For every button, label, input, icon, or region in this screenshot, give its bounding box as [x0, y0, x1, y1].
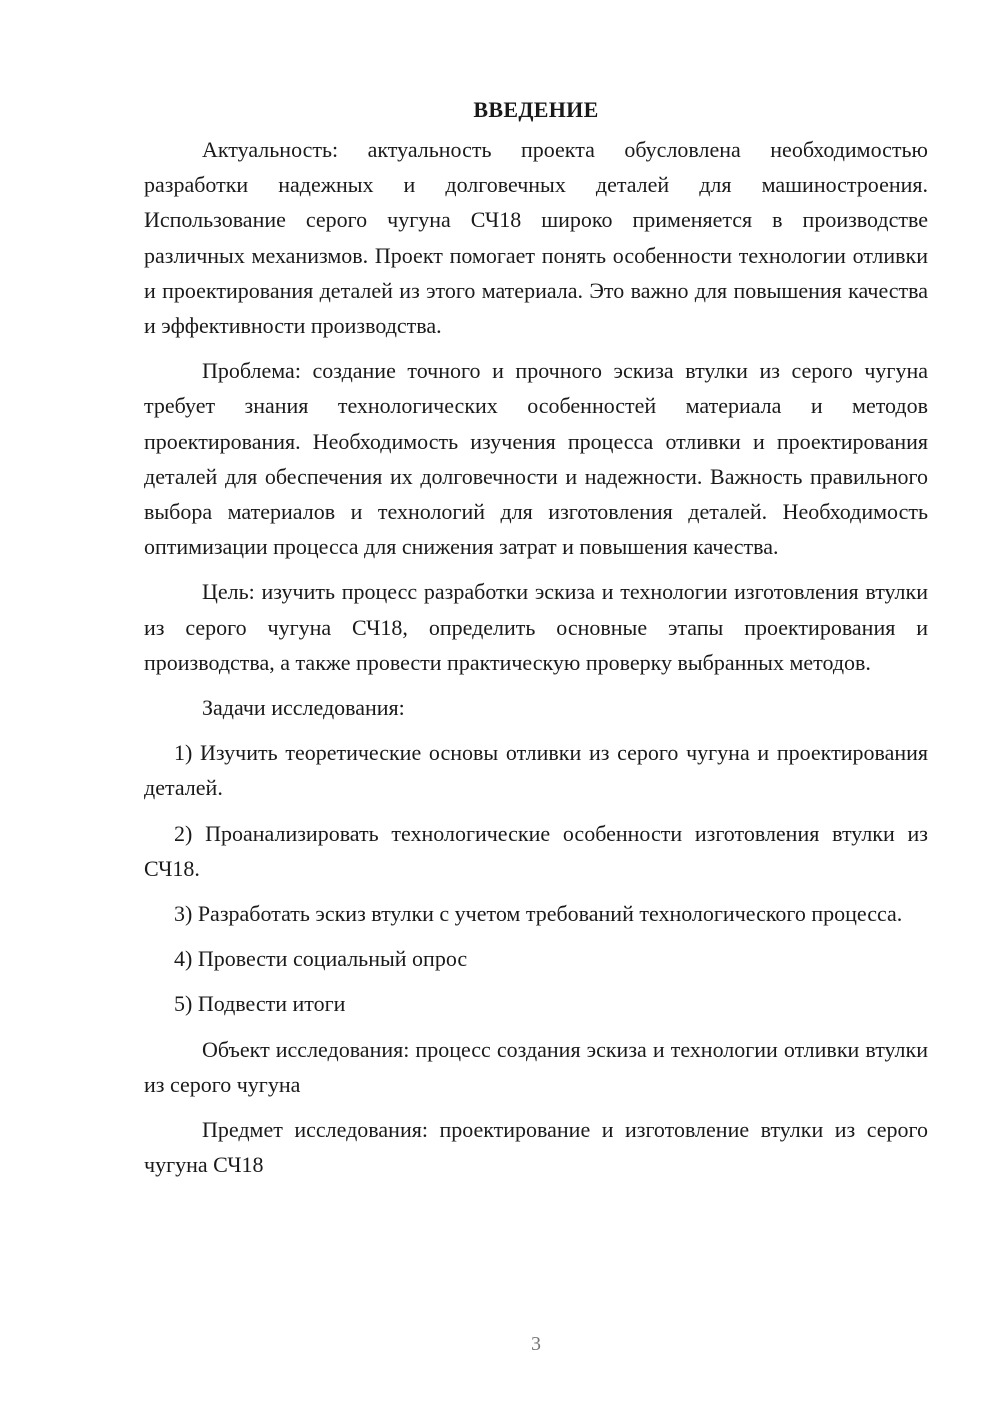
task-item-3: 3) Разработать эскиз втулки с учетом требований технологического процесса. — [174, 901, 903, 927]
task-item-1: 1) Изучить теоретические основы отливки из серого чугуна и проектирования деталей. — [144, 740, 928, 801]
subject-paragraph: Предмет исследования: проектирование и изготовление втулки из серого чугуна СЧ18 — [144, 1117, 928, 1178]
section-heading: ВВЕДЕНИЕ — [473, 97, 599, 122]
relevance-paragraph: Актуальность: актуальность проекта обусловлена необходимостью разработки надежных и долговечных деталей для машиностроения. Использование серого чугуна СЧ18 широко применяется в производстве различных механизмов. Проект помогает понять особенности технологии отливки и проектирования деталей из этого материала. Это важно для повышения качества и эффективности производства. — [144, 137, 928, 339]
task-item-2: 2) Проанализировать технологические особенности изготовления втулки из СЧ18. — [144, 820, 928, 881]
document-page — [144, 92, 928, 1192]
task-item-4: 4) Провести социальный опрос — [174, 946, 468, 972]
tasks-heading: Задачи исследования: — [202, 695, 405, 721]
object-paragraph: Объект исследования: процесс создания эскиза и технологии отливки втулки из серого чугуна — [144, 1036, 928, 1097]
page-number: 3 — [531, 1333, 541, 1355]
problem-paragraph: Проблема: создание точного и прочного эскиза втулки из серого чугуна требует знания технологических особенностей материала и методов проектирования. Необходимость изучения процесса отливки и проектирования деталей для обеспечения их долговечности и надежности. Важность правильного выбора материалов и технологий для изготовления деталей. Необходимость оптимизации процесса для снижения затрат и повышения качества. — [144, 358, 928, 560]
goal-paragraph: Цель: изучить процесс разработки эскиза и технологии изготовления втулки из серого чугуна СЧ18, определить основные этапы проектирования и производства, а также провести практическую проверку выбранных методов. — [144, 579, 928, 675]
task-item-5: 5) Подвести итоги — [174, 991, 346, 1017]
